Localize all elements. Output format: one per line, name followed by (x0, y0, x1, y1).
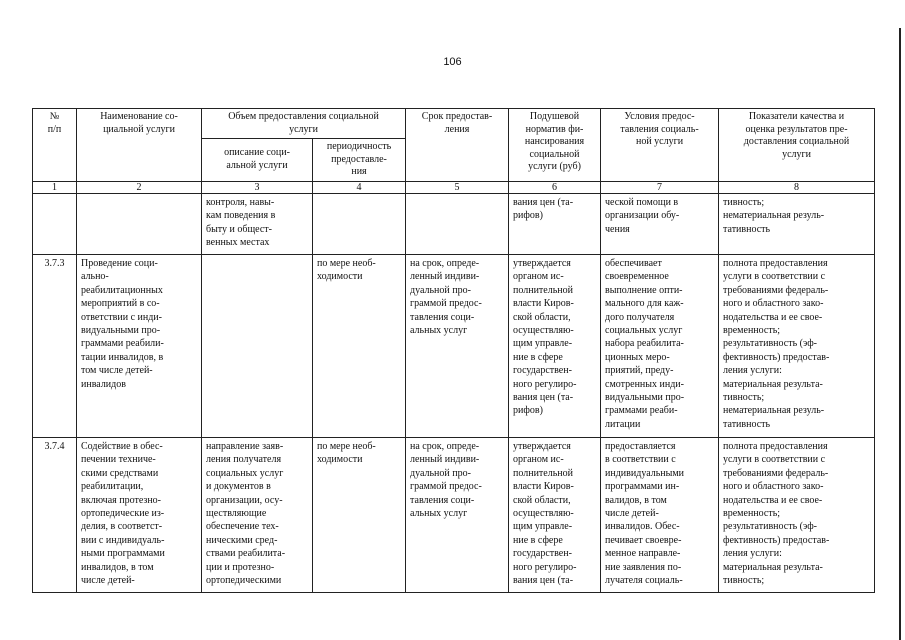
row-num: 3.7.4 (33, 437, 77, 592)
row-term (406, 193, 509, 254)
header-service-name: Наименование со- циальной услуги (77, 109, 202, 182)
row-description (202, 254, 313, 437)
column-number: 3 (202, 181, 313, 193)
row-term: на срок, опреде- ленный индиви- дуальной про- граммой предос- тавления соци- альных услуг (406, 254, 509, 437)
row-service-name: Проведение соци- ально- реабилитационных мероприятий в со- ответствии с инди- видуальными про- граммами реабили- тации инвалидов, в том числе детей- инвалидов (77, 254, 202, 437)
header-volume-periodicity: периодичность предоставле- ния (313, 139, 406, 182)
table-row (33, 254, 875, 437)
row-conditions: предоставляется в соответствии с индивидуальными программами ин- валидов, в том числе детей- инвалидов. Обес- печивает своевре- менное направле- ние заявления по- лучателя социаль- (601, 437, 719, 592)
social-services-table (32, 108, 875, 593)
table-row (33, 193, 875, 254)
header-conditions: Условия предос- тавления социаль- ной услуги (601, 109, 719, 182)
row-conditions: ческой помощи в организации обу- чения (601, 193, 719, 254)
column-number: 4 (313, 181, 406, 193)
row-quality: полнота предоставления услуги в соответствии с требованиями федераль- ного и областного зако- нодательства и ее свое- временность; результативность (эф- фективность) предостав- ления услуги: материальная результа- тивность; (719, 437, 875, 592)
page-number: 106 (443, 56, 462, 68)
header-term: Срок предостав- ления (406, 109, 509, 182)
header-volume: Объем предоставления социальной услуги (202, 109, 406, 139)
row-description: контроля, навы- кам поведения в быту и общест- венных местах (202, 193, 313, 254)
row-quality: тивность; нематериальная резуль- тативность (719, 193, 875, 254)
column-number-row (33, 181, 875, 193)
row-num: 3.7.3 (33, 254, 77, 437)
column-number: 5 (406, 181, 509, 193)
row-norm: утверждается органом ис- полнительной власти Киров- ской области, осуществляю- щим управле- ние в сфере государствен- ного регулиро- вания цен (та- рифов) (509, 254, 601, 437)
row-term: на срок, опреде- ленный индиви- дуальной про- граммой предос- тавления соци- альных услуг (406, 437, 509, 592)
header-norm: Подушевой норматив фи- нансирования социальной услуги (руб) (509, 109, 601, 182)
row-norm: вания цен (та- рифов) (509, 193, 601, 254)
scan-edge-line (899, 28, 901, 640)
row-periodicity: по мере необ- ходимости (313, 437, 406, 592)
row-description: направление заяв- ления получателя социальных услуг и документов в организации, осу- ществляющие обеспечение тех- ническими сред- ствами реабилита- ции и протезно- ортопедическими (202, 437, 313, 592)
column-number: 8 (719, 181, 875, 193)
row-service-name (77, 193, 202, 254)
header-num: № п/п (33, 109, 77, 182)
column-number: 7 (601, 181, 719, 193)
column-number: 1 (33, 181, 77, 193)
table-row (33, 437, 875, 592)
row-conditions: обеспечивает своевременное выполнение опти- мального для каж- дого получателя социальных услуг набора реабилита- ционных меро- приятий, преду- смотренных инди- видуальными про- граммами реаби- литации (601, 254, 719, 437)
header-volume-description: описание соци- альной услуги (202, 139, 313, 182)
row-periodicity (313, 193, 406, 254)
header-quality: Показатели качества и оценка результатов пре- доставления социальной услуги (719, 109, 875, 182)
column-number: 6 (509, 181, 601, 193)
row-quality: полнота предоставления услуги в соответствии с требованиями федераль- ного и областного зако- нодательства и ее свое- временность; результативность (эф- фективность) предостав- ления услуги: материальная результа- тивность; нематериальная резуль- тативность (719, 254, 875, 437)
row-norm: утверждается органом ис- полнительной власти Киров- ской области, осуществляю- щим управле- ние в сфере государствен- ного регулиро- вания цен (та- (509, 437, 601, 592)
column-number: 2 (77, 181, 202, 193)
row-num (33, 193, 77, 254)
row-periodicity: по мере необ- ходимости (313, 254, 406, 437)
row-service-name: Содействие в обес- печении техниче- скими средствами реабилитации, включая протезно- ортопедические из- делия, в соответст- вии с индивидуаль- ными программами инвалидов, в том числе детей- (77, 437, 202, 592)
